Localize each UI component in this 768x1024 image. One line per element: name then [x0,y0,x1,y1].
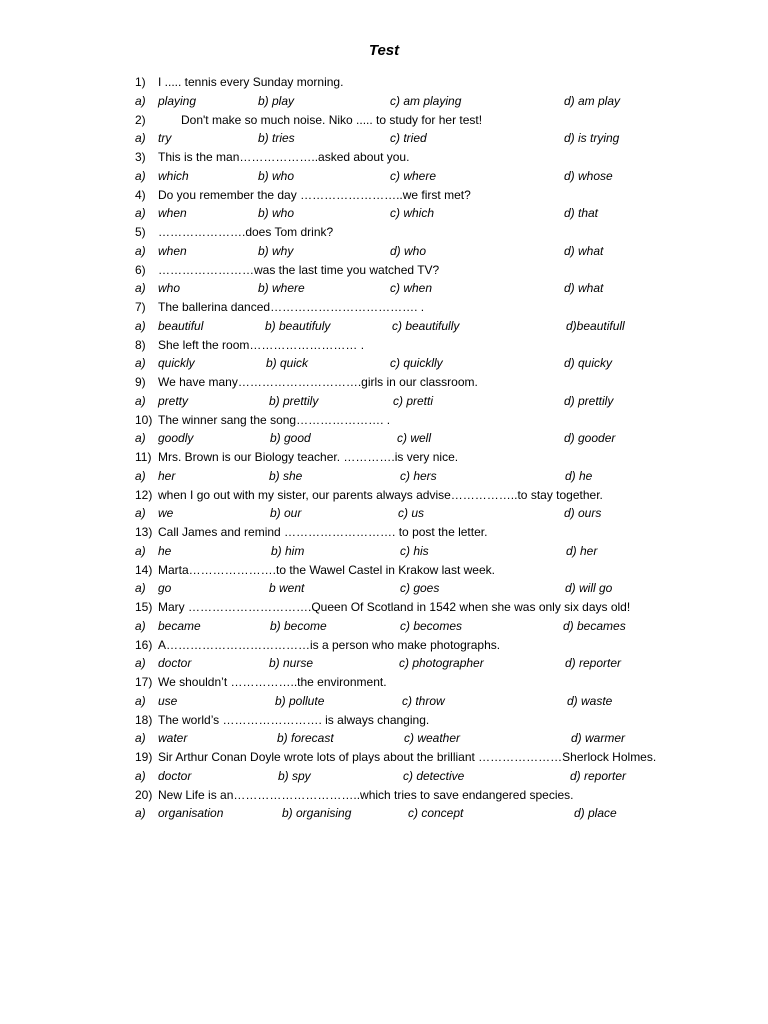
option-c: c) his [400,543,429,558]
question-number: 15) [135,600,153,614]
option-label: a) [135,768,146,783]
option-a: quickly [158,356,195,371]
option-b: b) nurse [269,656,314,671]
question-row [0,411,768,430]
option-label: a) [135,581,146,596]
question-number: 2) [135,112,146,127]
option-d: d) will go [565,581,613,596]
option-d: d)beautifull [566,318,625,333]
question-text: We shouldn’t ……………..the environment. [158,675,387,689]
option-c: c) photographer [399,656,484,671]
option-b: b) our [270,506,302,521]
question-row [0,448,768,467]
question-list [0,73,768,823]
option-d: d) ours [564,506,602,521]
option-d: d) becames [563,618,626,633]
question-row [0,223,768,242]
question-text: Marta………………….to the Wawel Castel in Krakow last week. [158,562,495,577]
question-number: 14) [135,562,153,577]
option-c: c) which [390,206,435,221]
option-d: d) warmer [571,731,626,746]
option-label: a) [135,243,146,258]
option-label: a) [135,431,146,446]
question-row [0,336,768,355]
options-row [0,654,768,673]
option-d: d) is trying [564,131,620,146]
question-row [0,786,768,805]
question-text: when I go out with my sister, our parents always advise……………..to stay together. [158,487,603,502]
option-label: a) [135,393,146,408]
option-b: b) prettily [269,393,319,408]
option-a: organisation [158,806,224,821]
option-label: a) [135,206,146,221]
question-text: We have many………………………….girls in our classroom. [158,375,478,389]
option-label: a) [135,618,146,633]
question-text: I ..... tennis every Sunday morning. [158,75,344,89]
question-row [0,523,768,542]
option-label: a) [135,656,146,671]
option-b: b) pollute [275,693,325,708]
option-d: d) that [564,206,599,221]
option-b: b) tries [258,131,295,146]
option-label: a) [135,506,146,521]
option-d: d) what [564,281,604,296]
option-c: c) am playing [390,93,462,108]
option-b: b) organising [282,806,352,821]
option-d: d) he [565,468,593,483]
option-b: b) beautifuly [265,318,331,333]
question-text: Mrs. Brown is our Biology teacher. ………….is very nice. [158,450,459,464]
option-label: a) [135,168,146,183]
option-a: water [158,731,188,746]
option-c: c) detective [403,768,465,783]
option-c: c) pretti [393,393,434,408]
option-a: goodly [158,431,194,446]
question-row [0,673,768,692]
question-number: 16) [135,637,153,652]
option-b: b) who [258,206,295,221]
option-b: b) spy [278,768,311,783]
option-b: b) who [258,168,295,183]
question-text: ……………………was the last time you watched TV? [158,262,440,277]
question-number: 3) [135,150,146,164]
option-d: d) reporter [565,656,622,671]
option-d: d) am play [564,93,621,108]
option-c: c) us [398,506,425,521]
option-c: c) tried [390,131,427,146]
option-a: which [158,168,189,183]
option-c: c) beautifully [392,318,460,333]
option-a: he [158,543,172,558]
option-label: a) [135,131,146,146]
question-text: She left the room……………………… . [158,337,365,352]
question-row [0,598,768,617]
question-text: The world’s ……………………. is always changing. [158,712,430,727]
options-row [0,167,768,186]
question-row [0,111,768,130]
option-d: d) quicky [564,356,613,371]
question-row [0,636,768,655]
question-row [0,561,768,580]
question-row [0,261,768,280]
question-number: 6) [135,262,146,277]
option-label: a) [135,318,146,333]
options-row [0,317,768,336]
question-number: 8) [135,337,146,352]
question-number: 7) [135,300,146,314]
option-label: a) [135,281,146,296]
option-c: c) hers [400,468,437,483]
option-a: use [158,693,178,708]
option-label: a) [135,468,146,483]
question-row [0,73,768,92]
question-text: New Life is an…………………………..which tries to save endangered species. [158,787,574,802]
options-row [0,579,768,598]
question-row [0,486,768,505]
question-text: Call James and remind ………………………. to post the letter. [158,525,488,539]
question-row [0,711,768,730]
option-b: b) forecast [277,731,334,746]
question-number: 4) [135,187,146,202]
options-row [0,504,768,523]
question-text: ………………….does Tom drink? [158,225,334,239]
option-a: when [158,243,187,258]
option-label: a) [135,543,146,558]
question-number: 5) [135,225,146,239]
option-d: d) prettily [564,393,614,408]
question-number: 17) [135,675,153,689]
question-text: The ballerina danced………………………………. . [158,300,425,314]
option-c: c) becomes [400,618,463,633]
options-row [0,617,768,636]
option-a: pretty [158,393,189,408]
option-b: b) good [270,431,311,446]
question-number: 18) [135,712,153,727]
question-text: Don't make so much noise. Niko ..... to study for her test! [181,112,483,127]
option-d: d) what [564,243,604,258]
option-d: d) reporter [570,768,627,783]
option-d: d) her [566,543,598,558]
option-c: c) weather [404,731,461,746]
question-number: 12) [135,487,153,502]
option-a: we [158,506,174,521]
option-d: d) place [574,806,617,821]
option-d: d) waste [567,693,613,708]
question-number: 19) [135,750,153,764]
options-row [0,92,768,111]
option-a: try [158,131,172,146]
question-number: 1) [135,75,146,89]
option-c: d) who [390,243,427,258]
question-row [0,373,768,392]
option-a: beautiful [158,318,204,333]
test-title: Test [368,42,400,59]
option-a: when [158,206,187,221]
options-row [0,429,768,448]
option-c: c) where [390,168,437,183]
option-d: d) gooder [564,431,616,446]
option-a: doctor [158,768,192,783]
option-label: a) [135,731,146,746]
question-number: 13) [135,525,153,539]
options-row [0,767,768,786]
question-text: The winner sang the song…………………. . [158,412,391,427]
option-b: b) why [258,243,294,258]
options-row [0,804,768,823]
options-row [0,204,768,223]
question-row [0,298,768,317]
question-text: Do you remember the day ……………………..we first met? [158,187,471,202]
option-c: c) throw [402,693,445,708]
options-row [0,392,768,411]
question-row [0,148,768,167]
option-b: b) where [258,281,305,296]
option-b: b) play [258,93,295,108]
question-row [0,748,768,767]
option-b: b) quick [266,356,309,371]
option-a: doctor [158,656,192,671]
option-label: a) [135,93,146,108]
option-a: playing [158,93,197,108]
question-text: Mary ………………………….Queen Of Scotland in 1542 when she was only six days old! [158,600,631,614]
question-number: 20) [135,787,153,802]
question-number: 9) [135,375,146,389]
option-label: a) [135,806,146,821]
option-b: b) become [270,618,327,633]
option-c: c) well [397,431,432,446]
option-b: b) him [271,543,305,558]
options-row [0,692,768,711]
option-a: go [158,581,172,596]
question-text: Sir Arthur Conan Doyle wrote lots of plays about the brilliant …………………Sherlock Holmes. [158,750,657,764]
options-row [0,242,768,261]
options-row [0,729,768,748]
option-a: who [158,281,181,296]
options-row [0,354,768,373]
option-a: her [158,468,176,483]
question-text: A………………………………is a person who make photographs. [158,637,501,652]
options-row [0,129,768,148]
option-label: a) [135,356,146,371]
options-row [0,542,768,561]
option-b: b) she [269,468,303,483]
options-row [0,279,768,298]
question-row [0,186,768,205]
option-c: c) when [390,281,433,296]
option-b: b went [269,581,305,596]
option-d: d) whose [564,168,613,183]
option-label: a) [135,693,146,708]
question-text: This is the man………………..asked about you. [158,150,410,164]
options-row [0,467,768,486]
question-number: 11) [135,450,152,464]
option-c: c) quicklly [390,356,443,371]
option-c: c) goes [400,581,440,596]
question-number: 10) [135,412,153,427]
option-c: c) concept [408,806,464,821]
option-a: became [158,618,201,633]
